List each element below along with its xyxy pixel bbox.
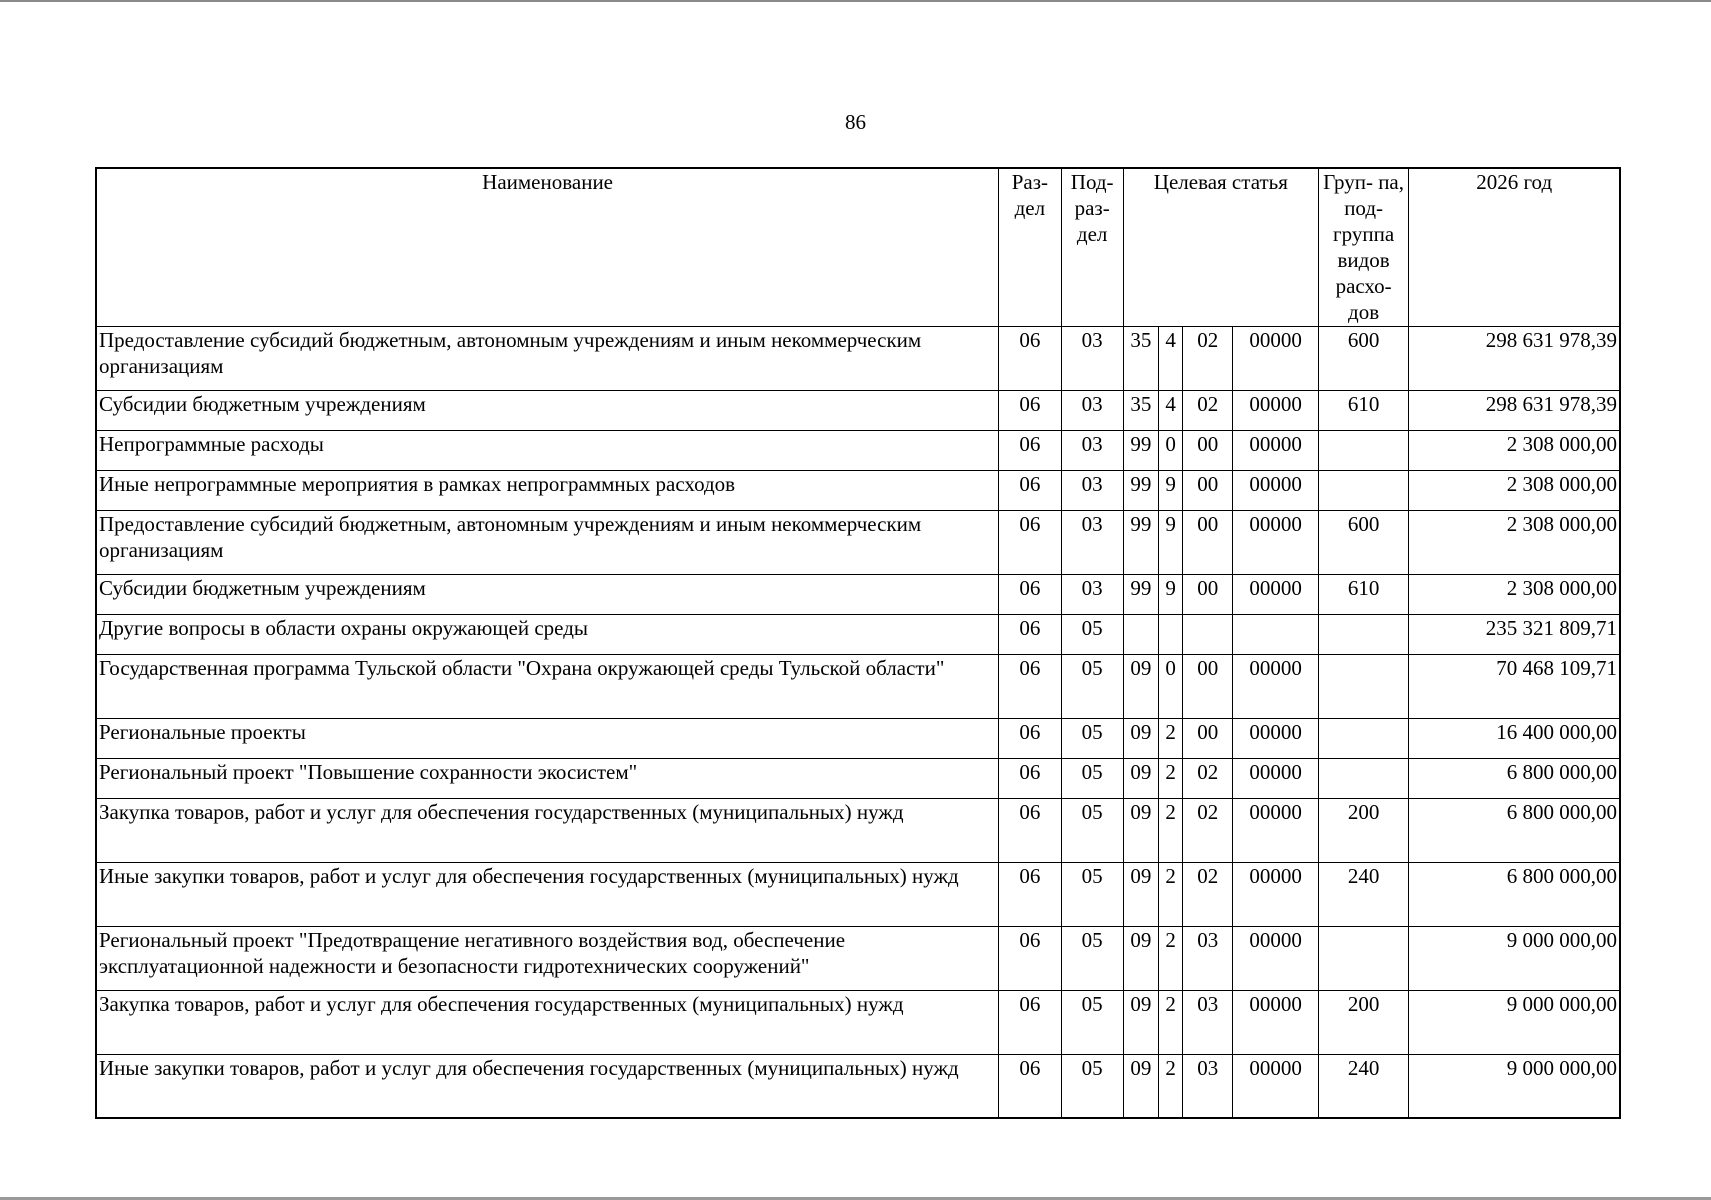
row-podrazdel: 05 xyxy=(1061,862,1123,926)
row-amount: 298 631 978,39 xyxy=(1409,326,1620,390)
row-amount: 2 308 000,00 xyxy=(1409,470,1620,510)
scan-edge-top xyxy=(0,0,1711,2)
header-podrazdel: Под- раз- дел xyxy=(1061,168,1123,326)
row-amount: 235 321 809,71 xyxy=(1409,614,1620,654)
row-cs-direction: 00000 xyxy=(1233,430,1318,470)
row-cs-program: 09 xyxy=(1123,798,1158,862)
row-podrazdel: 05 xyxy=(1061,798,1123,862)
row-razdel: 06 xyxy=(999,926,1061,990)
row-vid-rashodov: 240 xyxy=(1318,862,1408,926)
row-podrazdel: 05 xyxy=(1061,1054,1123,1118)
row-cs-direction: 00000 xyxy=(1233,758,1318,798)
row-razdel: 06 xyxy=(999,654,1061,718)
row-vid-rashodov: 600 xyxy=(1318,326,1408,390)
row-cs-program: 09 xyxy=(1123,718,1158,758)
row-cs-program: 09 xyxy=(1123,926,1158,990)
row-cs-direction: 00000 xyxy=(1233,326,1318,390)
row-cs-direction: 00000 xyxy=(1233,1054,1318,1118)
row-razdel: 06 xyxy=(999,798,1061,862)
row-vid-rashodov: 200 xyxy=(1318,798,1408,862)
table-row xyxy=(96,326,1620,390)
row-cs-program: 99 xyxy=(1123,430,1158,470)
table-row xyxy=(96,430,1620,470)
table-row xyxy=(96,798,1620,862)
row-podrazdel: 05 xyxy=(1061,926,1123,990)
row-name: Иные закупки товаров, работ и услуг для обеспечения государственных (муниципальных) нужд xyxy=(96,1054,999,1118)
row-cs-subprogram: 03 xyxy=(1183,1054,1233,1118)
table-row xyxy=(96,574,1620,614)
row-cs-type: 4 xyxy=(1159,326,1183,390)
row-amount: 70 468 109,71 xyxy=(1409,654,1620,718)
table-header-row xyxy=(96,168,1620,326)
row-podrazdel: 05 xyxy=(1061,990,1123,1054)
row-podrazdel: 03 xyxy=(1061,326,1123,390)
row-cs-type: 2 xyxy=(1159,1054,1183,1118)
row-cs-direction: 00000 xyxy=(1233,574,1318,614)
row-cs-subprogram: 00 xyxy=(1183,574,1233,614)
row-amount: 2 308 000,00 xyxy=(1409,574,1620,614)
row-cs-subprogram: 00 xyxy=(1183,470,1233,510)
row-cs-direction xyxy=(1233,614,1318,654)
row-name: Непрограммные расходы xyxy=(96,430,999,470)
row-vid-rashodov: 610 xyxy=(1318,574,1408,614)
row-cs-program: 09 xyxy=(1123,758,1158,798)
row-cs-direction: 00000 xyxy=(1233,510,1318,574)
table-row xyxy=(96,390,1620,430)
row-cs-direction: 00000 xyxy=(1233,718,1318,758)
header-tselevaya-statya: Целевая статья xyxy=(1123,168,1318,326)
row-vid-rashodov xyxy=(1318,654,1408,718)
row-name: Предоставление субсидий бюджетным, автономным учреждениям и иным некоммерческим организациям xyxy=(96,510,999,574)
row-cs-subprogram xyxy=(1183,614,1233,654)
row-razdel: 06 xyxy=(999,990,1061,1054)
table-row xyxy=(96,654,1620,718)
row-cs-subprogram: 02 xyxy=(1183,758,1233,798)
row-cs-type: 9 xyxy=(1159,574,1183,614)
table-row xyxy=(96,758,1620,798)
row-cs-program: 99 xyxy=(1123,510,1158,574)
row-podrazdel: 03 xyxy=(1061,390,1123,430)
table-row xyxy=(96,1054,1620,1118)
row-amount: 9 000 000,00 xyxy=(1409,1054,1620,1118)
row-amount: 9 000 000,00 xyxy=(1409,926,1620,990)
row-podrazdel: 05 xyxy=(1061,718,1123,758)
row-vid-rashodov xyxy=(1318,614,1408,654)
row-amount: 6 800 000,00 xyxy=(1409,798,1620,862)
table-row xyxy=(96,990,1620,1054)
row-name: Субсидии бюджетным учреждениям xyxy=(96,574,999,614)
row-name: Другие вопросы в области охраны окружающей среды xyxy=(96,614,999,654)
row-amount: 6 800 000,00 xyxy=(1409,862,1620,926)
row-vid-rashodov xyxy=(1318,926,1408,990)
row-name: Иные непрограммные мероприятия в рамках непрограммных расходов xyxy=(96,470,999,510)
row-podrazdel: 05 xyxy=(1061,654,1123,718)
page-number: 86 xyxy=(845,110,866,134)
row-vid-rashodov: 610 xyxy=(1318,390,1408,430)
row-amount: 16 400 000,00 xyxy=(1409,718,1620,758)
row-razdel: 06 xyxy=(999,758,1061,798)
row-podrazdel: 03 xyxy=(1061,574,1123,614)
header-name: Наименование xyxy=(96,168,999,326)
row-razdel: 06 xyxy=(999,574,1061,614)
row-razdel: 06 xyxy=(999,510,1061,574)
table-row xyxy=(96,470,1620,510)
row-cs-subprogram: 00 xyxy=(1183,510,1233,574)
row-cs-type: 0 xyxy=(1159,430,1183,470)
row-cs-program: 35 xyxy=(1123,390,1158,430)
row-amount: 2 308 000,00 xyxy=(1409,430,1620,470)
row-cs-direction: 00000 xyxy=(1233,862,1318,926)
row-vid-rashodov xyxy=(1318,430,1408,470)
row-name: Закупка товаров, работ и услуг для обеспечения государственных (муниципальных) нужд xyxy=(96,990,999,1054)
row-cs-type: 9 xyxy=(1159,510,1183,574)
row-cs-program: 99 xyxy=(1123,574,1158,614)
row-razdel: 06 xyxy=(999,326,1061,390)
row-cs-direction: 00000 xyxy=(1233,470,1318,510)
row-name: Предоставление субсидий бюджетным, автономным учреждениям и иным некоммерческим организациям xyxy=(96,326,999,390)
row-cs-type: 2 xyxy=(1159,862,1183,926)
row-cs-subprogram: 00 xyxy=(1183,654,1233,718)
row-razdel: 06 xyxy=(999,1054,1061,1118)
row-name: Региональный проект "Предотвращение негативного воздействия вод, обеспечение эксплуатационной надежности и безопасности гидротехнических сооружений" xyxy=(96,926,999,990)
row-vid-rashodov xyxy=(1318,718,1408,758)
row-cs-direction: 00000 xyxy=(1233,926,1318,990)
row-name: Субсидии бюджетным учреждениям xyxy=(96,390,999,430)
row-cs-program: 09 xyxy=(1123,1054,1158,1118)
header-gruppa: Груп- па, под- группа видов расхо- дов xyxy=(1318,168,1408,326)
row-cs-direction: 00000 xyxy=(1233,390,1318,430)
table-row xyxy=(96,510,1620,574)
row-amount: 6 800 000,00 xyxy=(1409,758,1620,798)
row-cs-direction: 00000 xyxy=(1233,654,1318,718)
row-name: Региональный проект "Повышение сохранности экосистем" xyxy=(96,758,999,798)
row-razdel: 06 xyxy=(999,718,1061,758)
row-amount: 9 000 000,00 xyxy=(1409,990,1620,1054)
row-cs-program: 09 xyxy=(1123,654,1158,718)
row-cs-subprogram: 02 xyxy=(1183,326,1233,390)
row-cs-direction: 00000 xyxy=(1233,990,1318,1054)
row-vid-rashodov: 240 xyxy=(1318,1054,1408,1118)
row-razdel: 06 xyxy=(999,430,1061,470)
row-razdel: 06 xyxy=(999,390,1061,430)
row-cs-subprogram: 03 xyxy=(1183,926,1233,990)
row-cs-program xyxy=(1123,614,1158,654)
row-amount: 2 308 000,00 xyxy=(1409,510,1620,574)
table-row xyxy=(96,718,1620,758)
row-vid-rashodov: 200 xyxy=(1318,990,1408,1054)
row-cs-type: 2 xyxy=(1159,990,1183,1054)
row-cs-type: 4 xyxy=(1159,390,1183,430)
row-cs-type xyxy=(1159,614,1183,654)
row-cs-type: 2 xyxy=(1159,758,1183,798)
row-razdel: 06 xyxy=(999,862,1061,926)
row-podrazdel: 03 xyxy=(1061,510,1123,574)
table-row xyxy=(96,926,1620,990)
row-cs-program: 09 xyxy=(1123,990,1158,1054)
table-row xyxy=(96,862,1620,926)
row-podrazdel: 05 xyxy=(1061,758,1123,798)
row-vid-rashodov xyxy=(1318,470,1408,510)
row-cs-direction: 00000 xyxy=(1233,798,1318,862)
row-cs-subprogram: 00 xyxy=(1183,718,1233,758)
row-cs-type: 2 xyxy=(1159,798,1183,862)
row-cs-subprogram: 02 xyxy=(1183,862,1233,926)
header-year: 2026 год xyxy=(1409,168,1620,326)
row-cs-program: 99 xyxy=(1123,470,1158,510)
row-cs-subprogram: 03 xyxy=(1183,990,1233,1054)
row-amount: 298 631 978,39 xyxy=(1409,390,1620,430)
row-cs-subprogram: 02 xyxy=(1183,390,1233,430)
row-razdel: 06 xyxy=(999,614,1061,654)
header-razdel: Раз- дел xyxy=(999,168,1061,326)
row-cs-program: 09 xyxy=(1123,862,1158,926)
row-name: Иные закупки товаров, работ и услуг для обеспечения государственных (муниципальных) нужд xyxy=(96,862,999,926)
row-razdel: 06 xyxy=(999,470,1061,510)
row-name: Закупка товаров, работ и услуг для обеспечения государственных (муниципальных) нужд xyxy=(96,798,999,862)
row-podrazdel: 05 xyxy=(1061,614,1123,654)
row-cs-type: 2 xyxy=(1159,718,1183,758)
row-cs-type: 9 xyxy=(1159,470,1183,510)
row-cs-type: 2 xyxy=(1159,926,1183,990)
row-podrazdel: 03 xyxy=(1061,470,1123,510)
row-cs-subprogram: 02 xyxy=(1183,798,1233,862)
table-row xyxy=(96,614,1620,654)
row-cs-subprogram: 00 xyxy=(1183,430,1233,470)
row-name: Региональные проекты xyxy=(96,718,999,758)
row-vid-rashodov: 600 xyxy=(1318,510,1408,574)
row-vid-rashodov xyxy=(1318,758,1408,798)
row-podrazdel: 03 xyxy=(1061,430,1123,470)
row-cs-program: 35 xyxy=(1123,326,1158,390)
row-name: Государственная программа Тульской области "Охрана окружающей среды Тульской области" xyxy=(96,654,999,718)
budget-table xyxy=(95,167,1621,1119)
row-cs-type: 0 xyxy=(1159,654,1183,718)
